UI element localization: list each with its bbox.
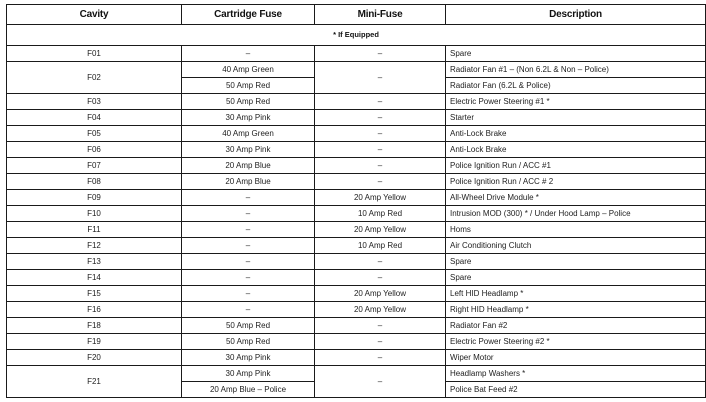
if-equipped-note: * If Equipped [7, 25, 706, 46]
cartridge-fuse-cell: 30 Amp Pink [182, 142, 315, 158]
cavity-cell: F05 [7, 126, 182, 142]
cartridge-fuse-cell: 30 Amp Pink [182, 110, 315, 126]
cavity-cell: F09 [7, 190, 182, 206]
cartridge-fuse-cell: – [182, 286, 315, 302]
cartridge-fuse-cell: 50 Amp Red [182, 318, 315, 334]
table-row [7, 222, 706, 238]
mini-fuse-cell: 10 Amp Red [315, 238, 446, 254]
table-row [7, 190, 706, 206]
cavity-cell: F13 [7, 254, 182, 270]
mini-fuse-cell: – [315, 318, 446, 334]
mini-fuse-cell: 10 Amp Red [315, 206, 446, 222]
mini-fuse-cell: – [315, 46, 446, 62]
mini-fuse-cell: – [315, 158, 446, 174]
cavity-cell: F01 [7, 46, 182, 62]
cavity-cell: F04 [7, 110, 182, 126]
header-row [7, 5, 706, 25]
table-row [7, 142, 706, 158]
cartridge-fuse-cell: 40 Amp Green [182, 126, 315, 142]
table-row [7, 174, 706, 190]
cavity-cell: F07 [7, 158, 182, 174]
mini-fuse-cell: – [315, 366, 446, 398]
cavity-cell: F11 [7, 222, 182, 238]
table-row [7, 110, 706, 126]
mini-fuse-cell: – [315, 142, 446, 158]
cartridge-fuse-cell: – [182, 270, 315, 286]
description-cell: Spare [446, 270, 706, 286]
description-cell: Starter [446, 110, 706, 126]
cavity-cell: F02 [7, 62, 182, 94]
cavity-cell: F21 [7, 366, 182, 398]
cartridge-fuse-cell: 20 Amp Blue – Police [182, 382, 315, 398]
mini-fuse-cell: 20 Amp Yellow [315, 190, 446, 206]
description-cell: Spare [446, 46, 706, 62]
mini-fuse-cell: – [315, 270, 446, 286]
cavity-cell: F06 [7, 142, 182, 158]
cavity-cell: F03 [7, 94, 182, 110]
cartridge-fuse-cell: 20 Amp Blue [182, 158, 315, 174]
cavity-cell: F19 [7, 334, 182, 350]
mini-fuse-cell: – [315, 254, 446, 270]
description-cell: Air Conditioning Clutch [446, 238, 706, 254]
mini-fuse-cell: 20 Amp Yellow [315, 222, 446, 238]
table-row [7, 366, 706, 382]
cartridge-fuse-cell: 20 Amp Blue [182, 174, 315, 190]
table-row [7, 318, 706, 334]
cartridge-fuse-cell: – [182, 206, 315, 222]
description-cell: Homs [446, 222, 706, 238]
cartridge-fuse-cell: – [182, 302, 315, 318]
cavity-cell: F15 [7, 286, 182, 302]
table-row [7, 46, 706, 62]
description-cell: Radiator Fan #1 – (Non 6.2L & Non – Police) [446, 62, 706, 78]
mini-fuse-cell: – [315, 334, 446, 350]
mini-fuse-cell: – [315, 62, 446, 94]
table-row [7, 126, 706, 142]
cavity-cell: F14 [7, 270, 182, 286]
mini-fuse-cell: 20 Amp Yellow [315, 286, 446, 302]
cartridge-fuse-cell: 30 Amp Pink [182, 350, 315, 366]
description-cell: Anti-Lock Brake [446, 126, 706, 142]
description-cell: Electric Power Steering #2 * [446, 334, 706, 350]
cartridge-fuse-cell: – [182, 46, 315, 62]
header-cartridge-fuse: Cartridge Fuse [182, 5, 315, 25]
cavity-cell: F18 [7, 318, 182, 334]
description-cell: Wiper Motor [446, 350, 706, 366]
table-row [7, 286, 706, 302]
cavity-cell: F20 [7, 350, 182, 366]
description-cell: Police Ignition Run / ACC #1 [446, 158, 706, 174]
table-row [7, 158, 706, 174]
cartridge-fuse-cell: 50 Amp Red [182, 94, 315, 110]
cavity-cell: F08 [7, 174, 182, 190]
table-row [7, 302, 706, 318]
table-row [7, 334, 706, 350]
cartridge-fuse-cell: 50 Amp Red [182, 78, 315, 94]
mini-fuse-cell: – [315, 126, 446, 142]
description-cell: Radiator Fan (6.2L & Police) [446, 78, 706, 94]
description-cell: Headlamp Washers * [446, 366, 706, 382]
table-row [7, 62, 706, 78]
cartridge-fuse-cell: – [182, 238, 315, 254]
table-row [7, 350, 706, 366]
description-cell: All-Wheel Drive Module * [446, 190, 706, 206]
header-description: Description [446, 5, 706, 25]
mini-fuse-cell: – [315, 94, 446, 110]
fuse-table [6, 4, 706, 398]
description-cell: Electric Power Steering #1 * [446, 94, 706, 110]
table-row [7, 238, 706, 254]
cartridge-fuse-cell: 40 Amp Green [182, 62, 315, 78]
cavity-cell: F10 [7, 206, 182, 222]
cartridge-fuse-cell: 30 Amp Pink [182, 366, 315, 382]
cartridge-fuse-cell: – [182, 190, 315, 206]
cartridge-fuse-cell: – [182, 254, 315, 270]
table-row [7, 94, 706, 110]
description-cell: Intrusion MOD (300) * / Under Hood Lamp – Police [446, 206, 706, 222]
mini-fuse-cell: – [315, 174, 446, 190]
description-cell: Anti-Lock Brake [446, 142, 706, 158]
mini-fuse-cell: – [315, 350, 446, 366]
mini-fuse-cell: 20 Amp Yellow [315, 302, 446, 318]
description-cell: Police Ignition Run / ACC # 2 [446, 174, 706, 190]
table-row [7, 206, 706, 222]
header-cavity: Cavity [7, 5, 182, 25]
cavity-cell: F12 [7, 238, 182, 254]
description-cell: Radiator Fan #2 [446, 318, 706, 334]
note-row [7, 25, 706, 46]
cartridge-fuse-cell: 50 Amp Red [182, 334, 315, 350]
table-row [7, 270, 706, 286]
description-cell: Spare [446, 254, 706, 270]
cartridge-fuse-cell: – [182, 222, 315, 238]
description-cell: Left HID Headlamp * [446, 286, 706, 302]
cavity-cell: F16 [7, 302, 182, 318]
header-mini-fuse: Mini-Fuse [315, 5, 446, 25]
table-row [7, 254, 706, 270]
description-cell: Police Bat Feed #2 [446, 382, 706, 398]
mini-fuse-cell: – [315, 110, 446, 126]
description-cell: Right HID Headlamp * [446, 302, 706, 318]
